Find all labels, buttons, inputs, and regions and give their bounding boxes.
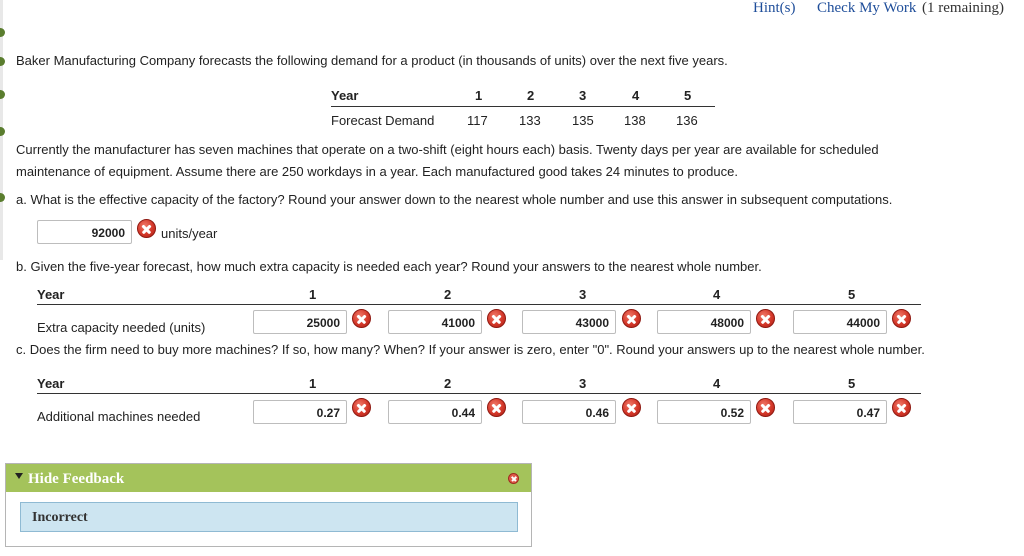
- forecast-demand-1: 117: [467, 113, 488, 128]
- forecast-year-1: 1: [475, 88, 483, 103]
- part-c-year-1: 1: [309, 376, 317, 391]
- progress-dot: [0, 28, 5, 37]
- part-b-row-label: Extra capacity needed (units): [37, 320, 206, 335]
- machines-input-5[interactable]: 0.47: [793, 400, 887, 424]
- remaining-count: (1 remaining): [922, 0, 1005, 16]
- problem-intro: Baker Manufacturing Company forecasts the following demand for a product (in thousands of units) over the next five years.: [16, 53, 728, 68]
- part-b-year-4: 4: [713, 287, 721, 302]
- part-b-question: b. Given the five-year forecast, how much extra capacity is needed each year? Round your answers to the nearest whole number.: [16, 259, 762, 274]
- incorrect-icon: [137, 219, 156, 238]
- progress-dot: [0, 193, 5, 202]
- incorrect-icon: [756, 398, 775, 417]
- part-c-year-5: 5: [848, 376, 856, 391]
- part-c-year-2: 2: [444, 376, 452, 391]
- machines-input-1[interactable]: 0.27: [253, 400, 347, 424]
- context-line-1: Currently the manufacturer has seven machines that operate on a two-shift (eight hours each) basis. Twenty days per year are available for scheduled: [16, 142, 879, 157]
- extra-capacity-input-4[interactable]: 48000: [657, 310, 751, 334]
- part-b-year-3: 3: [579, 287, 587, 302]
- part-b-divider: [37, 304, 921, 305]
- progress-dot: [0, 57, 5, 66]
- collapse-triangle-icon[interactable]: [15, 473, 23, 479]
- incorrect-icon: [487, 398, 506, 417]
- part-b-year-5: 5: [848, 287, 856, 302]
- forecast-year-3: 3: [579, 88, 587, 103]
- feedback-result: Incorrect: [32, 510, 88, 525]
- machines-input-3[interactable]: 0.46: [522, 400, 616, 424]
- forecast-demand-4: 138: [624, 113, 646, 128]
- incorrect-icon: [756, 309, 775, 328]
- forecast-demand-3: 135: [572, 113, 594, 128]
- forecast-demand-5: 136: [676, 113, 698, 128]
- extra-capacity-input-2[interactable]: 41000: [388, 310, 482, 334]
- part-c-divider: [37, 393, 921, 394]
- progress-dot: [0, 90, 5, 99]
- context-line-2: maintenance of equipment. Assume there are 250 workdays in a year. Each manufactured good takes 24 minutes to produce.: [16, 164, 738, 179]
- part-b-year-1: 1: [309, 287, 317, 302]
- part-b-year-header: Year: [37, 287, 65, 302]
- incorrect-icon: [892, 309, 911, 328]
- capacity-unit: units/year: [161, 226, 218, 241]
- machines-input-2[interactable]: 0.44: [388, 400, 482, 424]
- part-c-year-header: Year: [37, 376, 65, 391]
- capacity-input[interactable]: 92000: [37, 220, 132, 244]
- feedback-header[interactable]: [6, 464, 531, 492]
- part-c-row-label: Additional machines needed: [37, 409, 201, 424]
- check-my-work-link[interactable]: Check My Work: [817, 0, 917, 16]
- extra-capacity-input-5[interactable]: 44000: [793, 310, 887, 334]
- part-c-question: c. Does the firm need to buy more machines? If so, how many? When? If your answer is zero, enter "0". Round your answers up to the nearest whole number.: [16, 342, 925, 357]
- incorrect-icon: [892, 398, 911, 417]
- close-icon[interactable]: [508, 473, 519, 484]
- extra-capacity-input-3[interactable]: 43000: [522, 310, 616, 334]
- incorrect-icon: [487, 309, 506, 328]
- machines-input-4[interactable]: 0.52: [657, 400, 751, 424]
- part-a-question: a. What is the effective capacity of the factory? Round your answer down to the nearest whole number and use this answer in subsequent computations.: [16, 192, 893, 207]
- forecast-year-5: 5: [684, 88, 692, 103]
- incorrect-icon: [352, 309, 371, 328]
- part-c-year-3: 3: [579, 376, 587, 391]
- forecast-demand-2: 133: [519, 113, 541, 128]
- progress-dot: [0, 127, 5, 136]
- forecast-year-2: 2: [527, 88, 535, 103]
- forecast-year-4: 4: [632, 88, 640, 103]
- feedback-panel: [5, 463, 532, 547]
- incorrect-icon: [352, 398, 371, 417]
- feedback-result-box: [20, 502, 518, 532]
- hints-link[interactable]: Hint(s): [753, 0, 796, 16]
- incorrect-icon: [622, 398, 641, 417]
- incorrect-icon: [622, 309, 641, 328]
- part-b-year-2: 2: [444, 287, 452, 302]
- extra-capacity-input-1[interactable]: 25000: [253, 310, 347, 334]
- hide-feedback-toggle[interactable]: Hide Feedback: [28, 471, 125, 487]
- part-c-year-4: 4: [713, 376, 721, 391]
- forecast-demand-header: Forecast Demand: [331, 113, 435, 128]
- forecast-year-header: Year: [331, 88, 359, 103]
- forecast-divider: [331, 106, 715, 107]
